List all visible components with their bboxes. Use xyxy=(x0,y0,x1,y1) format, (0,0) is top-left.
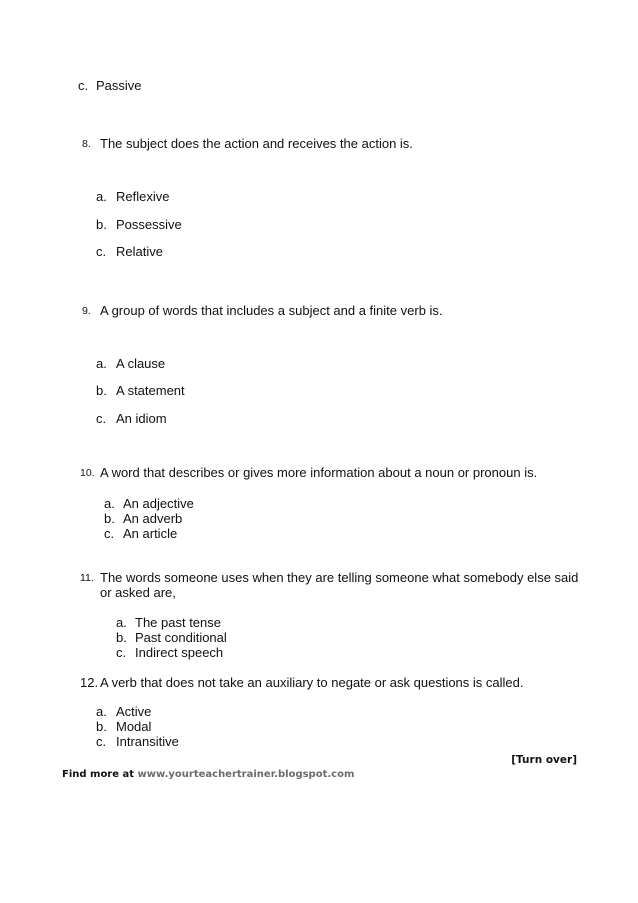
option-text: Past conditional xyxy=(135,630,227,645)
question-text-line-1: The words someone uses when they are telling someone what somebody else said xyxy=(100,570,579,585)
option-text: Reflexive xyxy=(116,189,170,204)
option-text: Passive xyxy=(96,78,142,93)
question-text: A word that describes or gives more information about a noun or pronoun is. xyxy=(100,465,538,480)
option-letter: c. xyxy=(78,78,89,93)
option-text: Possessive xyxy=(116,217,182,232)
option-text: Intransitive xyxy=(116,734,179,749)
option-letter: c. xyxy=(96,411,107,426)
option-text: Modal xyxy=(116,719,152,734)
question-number: 10. xyxy=(80,467,95,479)
footer xyxy=(62,769,354,780)
option-text: Relative xyxy=(116,244,163,259)
question-number: 11. xyxy=(80,572,94,584)
option-letter: b. xyxy=(104,511,115,526)
option-text: Active xyxy=(116,704,152,719)
question-text: The subject does the action and receives the action is. xyxy=(100,136,413,151)
question-text: A group of words that includes a subject and a finite verb is. xyxy=(100,303,443,318)
option-text: An idiom xyxy=(116,411,167,426)
option-letter: c. xyxy=(104,526,115,541)
option-letter: b. xyxy=(116,630,127,645)
option-letter: b. xyxy=(96,383,107,398)
option-letter: c. xyxy=(96,244,107,259)
option-letter: b. xyxy=(96,719,107,734)
option-letter: a. xyxy=(96,189,107,204)
footer-prefix: Find more at xyxy=(62,769,138,780)
question-text: A verb that does not take an auxiliary to negate or ask questions is called. xyxy=(100,675,524,690)
option-text: A statement xyxy=(116,383,185,398)
option-letter: a. xyxy=(96,704,107,719)
question-number: 12. xyxy=(80,675,99,690)
option-text: An adverb xyxy=(123,511,183,526)
question-number: 8. xyxy=(82,138,91,150)
option-text: A clause xyxy=(116,356,166,371)
option-text: An adjective xyxy=(123,496,194,511)
question-text-line-2: or asked are, xyxy=(100,585,176,600)
footer-url[interactable]: www.yourteachertrainer.blogspot.com xyxy=(137,769,355,780)
option-text: Indirect speech xyxy=(135,645,224,660)
option-letter: c. xyxy=(96,734,107,749)
question-number: 9. xyxy=(82,305,91,317)
turn-over-label: [Turn over] xyxy=(511,754,577,766)
option-letter: a. xyxy=(116,615,127,630)
option-text: The past tense xyxy=(135,615,221,630)
option-letter: a. xyxy=(104,496,115,511)
option-letter: b. xyxy=(96,217,107,232)
option-text: An article xyxy=(123,526,178,541)
option-letter: a. xyxy=(96,356,107,371)
option-letter: c. xyxy=(116,645,127,660)
